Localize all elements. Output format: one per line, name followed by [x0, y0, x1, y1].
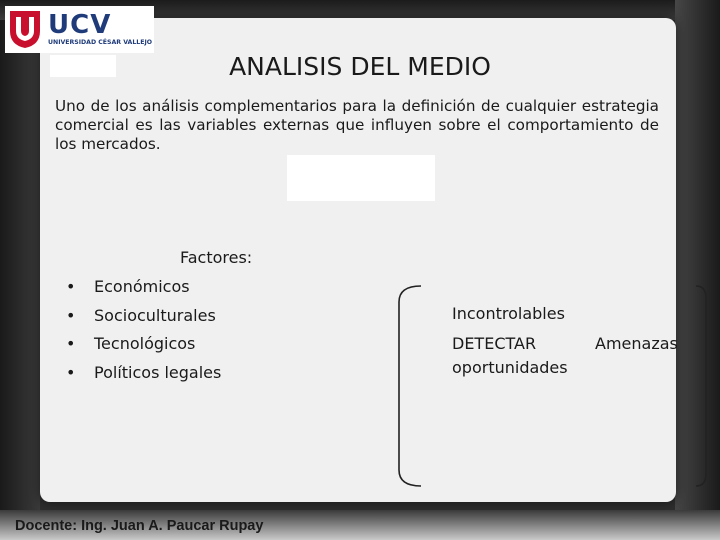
list-item: • Tecnológicos — [66, 333, 221, 362]
right-bracket — [692, 284, 712, 488]
detectar-text: DETECTAR — [452, 334, 537, 353]
background-left-edge — [0, 0, 40, 540]
list-item: • Socioculturales — [66, 305, 221, 334]
factors-label: Factores: — [180, 248, 253, 267]
intro-paragraph: Uno de los análisis complementarios para la definición de cualquier estrategia comercial es las variables externas que influyen sobre el comportamiento de los mercados. — [55, 97, 659, 153]
docente-footer: Docente: Ing. Juan A. Paucar Rupay — [15, 518, 264, 534]
logo-acronym: UCV — [48, 10, 112, 40]
ucv-emblem-icon — [8, 9, 42, 49]
list-item: • Políticos legales — [66, 362, 221, 391]
oportunidades-text: oportunidades — [452, 358, 568, 377]
incontrolables-text: Incontrolables — [452, 304, 565, 323]
list-item: • Económicos — [66, 276, 221, 305]
left-bracket — [395, 284, 425, 488]
ucv-logo — [5, 6, 154, 53]
factors-list — [66, 276, 221, 390]
amenazas-text: Amenazas — [595, 334, 678, 353]
slide-title: ANALISIS DEL MEDIO — [229, 52, 491, 81]
logo-institution-name: UNIVERSIDAD CÉSAR VALLEJO — [48, 39, 153, 46]
white-patch — [50, 55, 116, 77]
white-patch — [287, 155, 435, 201]
slide-panel — [40, 18, 676, 502]
